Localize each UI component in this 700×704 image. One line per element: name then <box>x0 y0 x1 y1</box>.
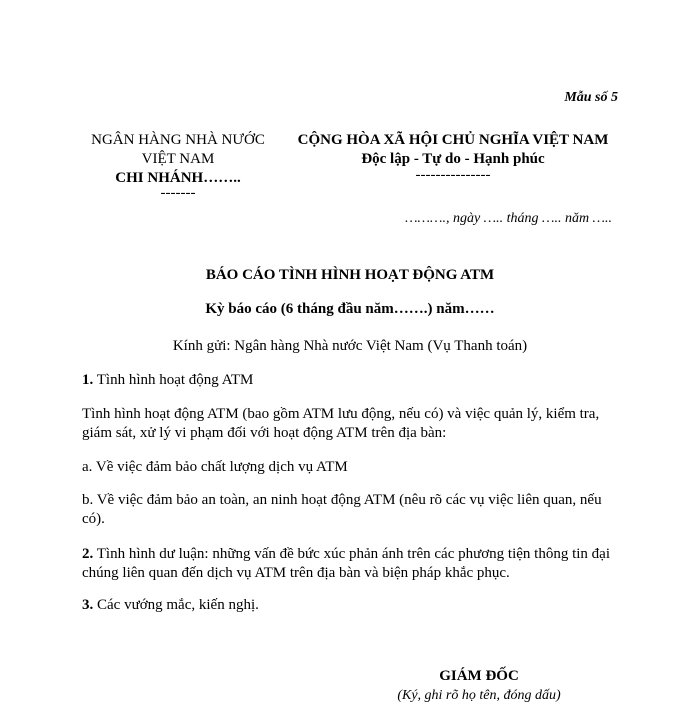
form-number: Mẫu số 5 <box>564 90 618 105</box>
issuer-divider: ------- <box>160 185 196 201</box>
issuer-header <box>78 131 278 201</box>
national-motto: Độc lập - Tự do - Hạnh phúc <box>361 151 545 167</box>
section-3 <box>82 596 622 615</box>
issuer-line-1: NGÂN HÀNG NHÀ NƯỚC <box>91 132 265 148</box>
issuer-branch: CHI NHÁNH…….. <box>115 170 241 186</box>
report-period: Kỳ báo cáo (6 tháng đầu năm…….) năm…… <box>205 301 495 317</box>
issuer-line-2: VIỆT NAM <box>141 151 215 167</box>
section-1-number: 1. <box>82 372 94 388</box>
section-2 <box>82 545 622 583</box>
report-title: BÁO CÁO TÌNH HÌNH HOẠT ĐỘNG ATM <box>205 267 495 283</box>
signature-note: (Ký, ghi rõ họ tên, đóng dấu) <box>397 688 561 703</box>
national-divider: --------------- <box>415 167 491 183</box>
section-1-heading <box>82 371 622 390</box>
signature-title: GIÁM ĐỐC <box>439 668 519 684</box>
date-line: ………., ngày ….. tháng ….. năm ….. <box>405 211 612 226</box>
national-header <box>278 131 628 181</box>
section-1-body: Tình hình hoạt động ATM (bao gồm ATM lưu động, nếu có) và việc quản lý, kiểm tra, giám sát, xử lý vi phạm đối với hoạt động ATM trên địa bàn: <box>82 406 600 441</box>
section-3-text: Các vướng mắc, kiến nghị. <box>97 597 259 613</box>
recipient-line: Kính gửi: Ngân hàng Nhà nước Việt Nam (Vụ Thanh toán) <box>172 338 528 354</box>
section-1b: b. Về việc đảm bảo an toàn, an ninh hoạt động ATM (nêu rõ các vụ việc liên quan, nếu có). <box>82 492 602 527</box>
section-1-title: Tình hình hoạt động ATM <box>96 372 254 388</box>
section-2-number: 2. <box>82 546 94 562</box>
section-3-number: 3. <box>82 597 94 613</box>
section-2-text: Tình hình dư luận: những vấn đề bức xúc phản ánh trên các phương tiện thông tin đại chúng liên quan đến dịch vụ ATM trên địa bàn và biện pháp khắc phục. <box>82 546 610 581</box>
section-1a: a. Về việc đảm bảo chất lượng dịch vụ ATM <box>82 459 348 475</box>
national-title: CỘNG HÒA XÃ HỘI CHỦ NGHĨA VIỆT NAM <box>297 132 609 148</box>
